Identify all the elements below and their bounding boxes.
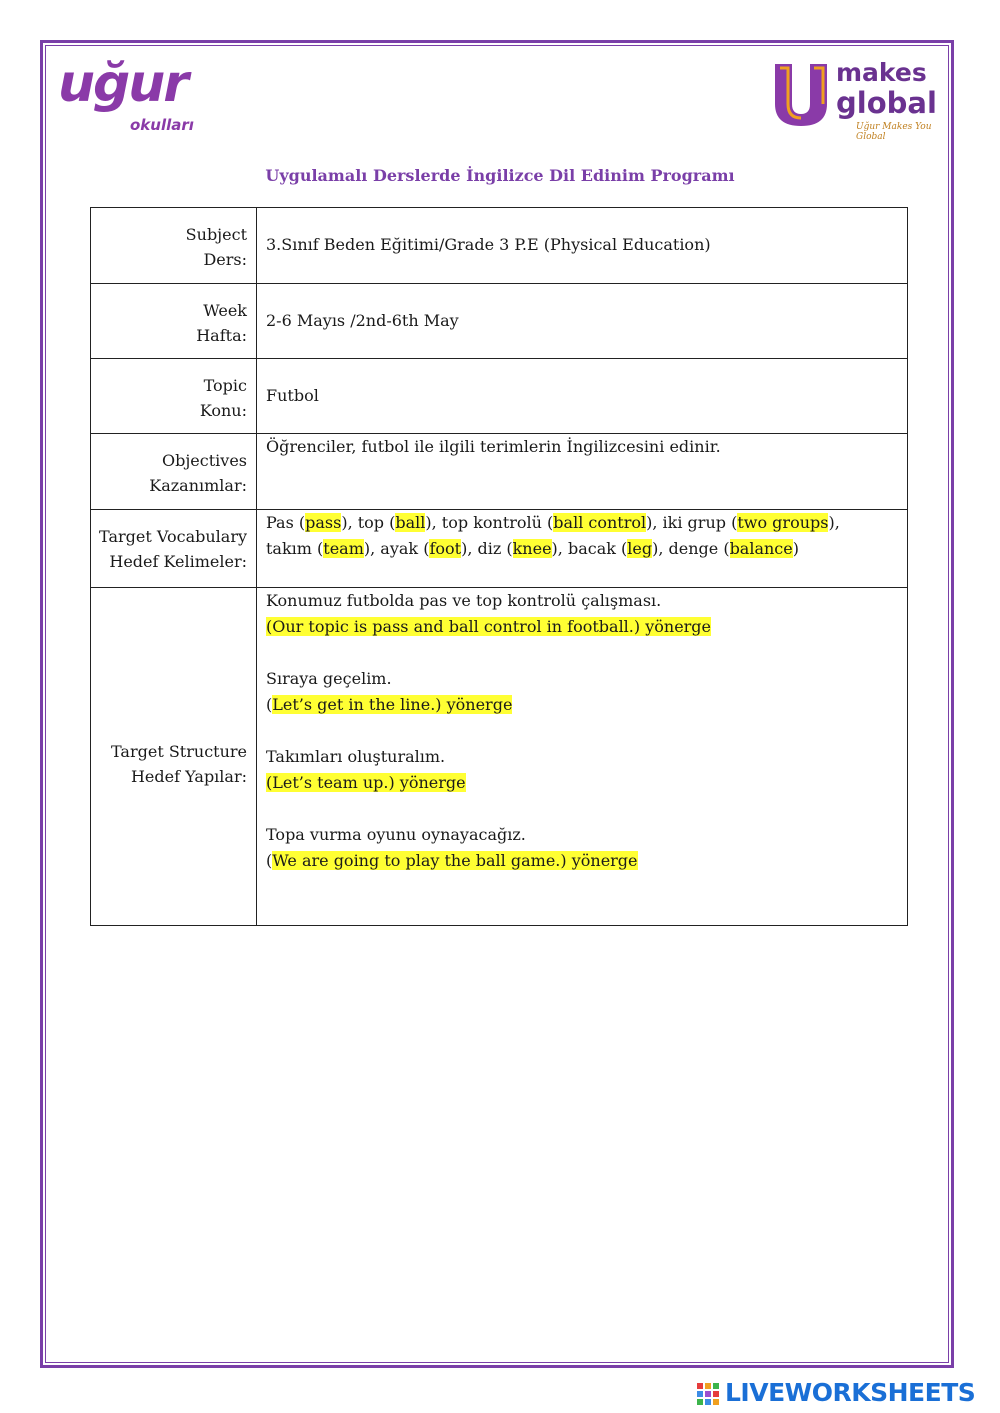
document-title: Uygulamalı Derslerde İngilizce Dil Edinim Programı <box>265 166 735 185</box>
structure-3-english: (Let’s team up.) yönerge <box>266 773 466 792</box>
value-week: 2-6 Mayıs /2nd-6th May <box>257 284 908 359</box>
label-objectives-tr: Kazanımlar: <box>149 476 247 495</box>
label-objectives-en: Objectives <box>161 451 247 470</box>
spacer <box>266 640 899 666</box>
vocab-word-pass: pass <box>305 513 342 532</box>
label-topic <box>91 359 257 434</box>
structure-2-english-line <box>266 692 899 718</box>
table-row-objectives <box>91 434 908 510</box>
structure-3-english-line <box>266 770 899 796</box>
liveworksheets-watermark[interactable] <box>697 1378 997 1408</box>
label-week <box>91 284 257 359</box>
label-subject <box>91 208 257 284</box>
value-topic: Futbol <box>257 359 908 434</box>
structure-2-english: Let’s get in the line.) yönerge <box>272 695 513 714</box>
vocab-line-1 <box>266 510 899 536</box>
structure-1-turkish: Konumuz futbolda pas ve top kontrolü çalışması. <box>266 591 662 610</box>
value-vocabulary <box>257 510 908 588</box>
structure-4-english: We are going to play the ball game.) yönerge <box>272 851 638 870</box>
structure-4-english-line <box>266 848 899 874</box>
label-topic-en: Topic <box>203 376 247 395</box>
vocab-text: Pas ( <box>266 513 306 532</box>
table-row-subject <box>91 208 908 284</box>
u-makes-global-logo <box>770 58 950 140</box>
structure-1-english-line <box>266 614 899 640</box>
spacer <box>266 796 899 822</box>
label-vocabulary <box>91 510 257 588</box>
label-vocabulary-tr: Hedef Kelimeler: <box>109 552 247 571</box>
structure-2-paren: ( <box>266 695 273 714</box>
ugur-logo-text: uğur <box>58 54 187 114</box>
table-row-topic <box>91 359 908 434</box>
vocab-word-two-groups: two groups <box>737 513 829 532</box>
structure-4-turkish: Topa vurma oyunu oynayacağız. <box>266 825 526 844</box>
spacer <box>266 718 899 744</box>
label-topic-tr: Konu: <box>199 401 247 420</box>
lesson-plan-table <box>90 207 908 926</box>
vocab-word-balance: balance <box>729 539 793 558</box>
ugur-okullari-logo <box>58 54 218 142</box>
vocab-text: ), top ( <box>341 513 396 532</box>
label-week-en: Week <box>203 301 247 320</box>
structure-2-turkish: Sıraya geçelim. <box>266 669 392 688</box>
structure-1-english: (Our topic is pass and ball control in football.) yönerge <box>266 617 712 636</box>
logo-makes-text: makes <box>836 58 927 87</box>
vocab-text: ), bacak ( <box>551 539 628 558</box>
vocab-text: ), ayak ( <box>363 539 430 558</box>
label-vocabulary-en: Target Vocabulary <box>99 527 247 546</box>
label-subject-en: Subject <box>185 225 247 244</box>
vocab-text: ), iki grup ( <box>646 513 738 532</box>
structure-3-turkish: Takımları oluşturalım. <box>266 747 446 766</box>
label-subject-tr: Ders: <box>203 250 247 269</box>
table-row-structure <box>91 588 908 926</box>
table-row-vocabulary <box>91 510 908 588</box>
vocab-text: ) <box>792 539 799 558</box>
label-objectives <box>91 434 257 510</box>
label-structure-en: Target Structure <box>111 741 247 761</box>
vocab-text: ), <box>828 513 840 532</box>
vocab-word-ball: ball <box>395 513 426 532</box>
vocab-word-foot: foot <box>429 539 462 558</box>
liveworksheets-icon <box>697 1383 719 1405</box>
ugur-logo-subtext: okulları <box>130 116 194 134</box>
structure-4-paren: ( <box>266 851 273 870</box>
vocab-word-team: team <box>323 539 364 558</box>
label-structure-tr: Hedef Yapılar: <box>130 766 247 786</box>
vocab-text: ), denge ( <box>652 539 730 558</box>
vocab-word-ball-control: ball control <box>553 513 647 532</box>
value-subject: 3.Sınıf Beden Eğitimi/Grade 3 P.E (Physical Education) <box>257 208 908 284</box>
table-row-week <box>91 284 908 359</box>
vocab-word-knee: knee <box>512 539 552 558</box>
vocab-line-2 <box>266 536 899 562</box>
u-letter-icon <box>772 60 830 128</box>
value-structure <box>257 588 908 926</box>
vocab-word-leg: leg <box>627 539 653 558</box>
vocab-text: takım ( <box>266 539 324 558</box>
liveworksheets-brand-text: LIVEWORKSHEETS <box>725 1378 976 1407</box>
logo-tagline: Uğur Makes You Global <box>856 122 932 142</box>
vocab-text: ), diz ( <box>461 539 513 558</box>
label-structure <box>91 588 257 926</box>
logo-global-text: global <box>836 86 937 120</box>
vocab-text: ), top kontrolü ( <box>425 513 554 532</box>
label-week-tr: Hafta: <box>196 326 247 345</box>
value-objectives: Öğrenciler, futbol ile ilgili terimlerin İngilizcesini edinir. <box>257 434 908 510</box>
